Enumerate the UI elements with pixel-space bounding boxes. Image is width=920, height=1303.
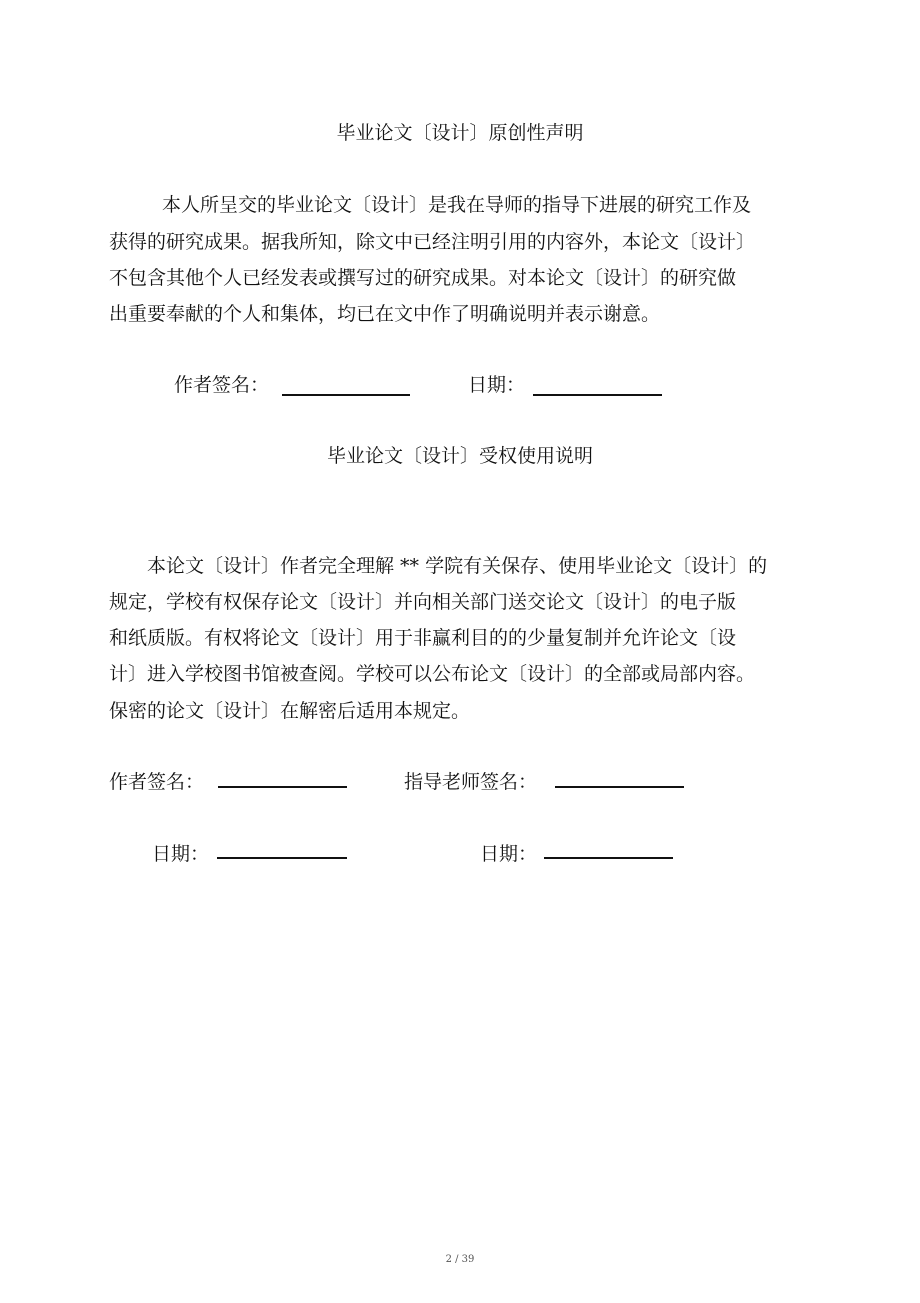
originality-date-label: 日期： bbox=[468, 374, 526, 396]
originality-line-4: 出重要奉献的个人和集体，均已在文中作了明确说明并表示谢意。 bbox=[109, 303, 661, 325]
authorization-title: 毕业论文〔设计〕受权使用说明 bbox=[326, 445, 593, 467]
authorization-line-1: 本论文〔设计〕作者完全理解 ** 学院有关保存、使用毕业论文〔设计〕的 bbox=[147, 555, 768, 577]
authorization-advisor-signature-label: 指导老师签名： bbox=[404, 771, 538, 793]
authorization-advisor-date-label: 日期： bbox=[480, 843, 538, 865]
originality-author-signature-label: 作者签名： bbox=[174, 374, 270, 396]
originality-date-line[interactable] bbox=[533, 394, 662, 396]
originality-line-3: 不包含其他个人已经发表或撰写过的研究成果。对本论文〔设计〕的研究做 bbox=[109, 267, 737, 289]
authorization-line-5: 保密的论文〔设计〕在解密后适用本规定。 bbox=[109, 700, 471, 722]
originality-line-1: 本人所呈交的毕业论文〔设计〕是我在导师的指导下进展的研究工作及 bbox=[162, 194, 752, 216]
authorization-advisor-date-line[interactable] bbox=[544, 857, 673, 859]
originality-author-signature-line[interactable] bbox=[282, 394, 410, 396]
authorization-line-2: 规定，学校有权保存论文〔设计〕并向相关部门送交论文〔设计〕的电子版 bbox=[109, 591, 737, 613]
authorization-author-signature-label: 作者签名： bbox=[109, 771, 205, 793]
authorization-author-date-label: 日期： bbox=[152, 843, 210, 865]
originality-line-2: 获得的研究成果。据我所知，除文中已经注明引用的内容外，本论文〔设计〕 bbox=[109, 231, 756, 253]
page-indicator: 2 / 39 bbox=[445, 1254, 475, 1265]
authorization-line-4: 计〕进入学校图书馆被查阅。学校可以公布论文〔设计〕的全部或局部内容。 bbox=[109, 663, 756, 685]
authorization-author-date-line[interactable] bbox=[217, 857, 347, 859]
authorization-author-signature-line[interactable] bbox=[218, 786, 347, 788]
authorization-line-3: 和纸质版。有权将论文〔设计〕用于非赢利目的的少量复制并允许论文〔设 bbox=[109, 627, 737, 649]
authorization-advisor-signature-line[interactable] bbox=[555, 786, 684, 788]
originality-title: 毕业论文〔设计〕原创性声明 bbox=[336, 122, 584, 144]
